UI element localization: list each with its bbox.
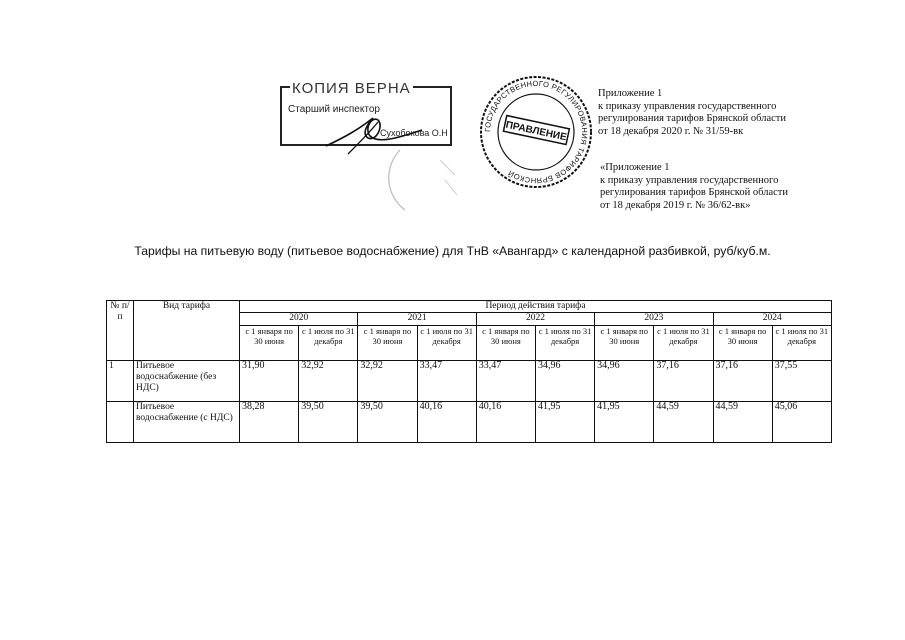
half-header: с 1 июля по 31 декабря xyxy=(535,325,594,360)
year-header: 2020 xyxy=(240,312,358,325)
seal-ring-text: ГОСУДАРСТВЕННОГО РЕГУЛИРОВАНИЯ ТАРИФОВ БРЯНСКОЙ xyxy=(482,78,590,186)
year-header: 2023 xyxy=(595,312,713,325)
tariff-value: 45,06 xyxy=(772,401,831,442)
tariff-value: 34,96 xyxy=(535,360,594,401)
tariff-value: 32,92 xyxy=(358,360,417,401)
table-row xyxy=(107,401,832,442)
year-header: 2022 xyxy=(476,312,594,325)
half-header: с 1 января по 30 июня xyxy=(358,325,417,360)
col-header-kind: Вид тарифа xyxy=(134,301,240,361)
year-header: 2021 xyxy=(358,312,476,325)
col-header-period: Период действия тарифа xyxy=(240,301,832,313)
appendix-line: Приложение 1 xyxy=(598,88,663,99)
tariff-value: 37,55 xyxy=(772,360,831,401)
stamp-name: Сухобокова О.Н xyxy=(380,128,448,138)
tariff-value: 33,47 xyxy=(417,360,476,401)
tariff-value: 44,59 xyxy=(654,401,713,442)
tariff-value: 44,59 xyxy=(713,401,772,442)
half-header: с 1 июля по 31 декабря xyxy=(417,325,476,360)
tariff-value: 41,95 xyxy=(535,401,594,442)
tariff-value: 40,16 xyxy=(476,401,535,442)
official-seal-icon xyxy=(478,74,594,190)
appendix-line: регулирования тарифов Брянской области xyxy=(598,113,786,125)
half-header: с 1 января по 30 июня xyxy=(595,325,654,360)
half-header: с 1 января по 30 июня xyxy=(713,325,772,360)
faint-seal-icon xyxy=(385,140,475,220)
half-header: с 1 июля по 31 декабря xyxy=(654,325,713,360)
half-header: с 1 января по 30 июня xyxy=(240,325,299,360)
appendix-line: от 18 декабря 2019 г. № 36/62-вк» xyxy=(600,199,751,211)
table-row xyxy=(107,360,832,401)
tariff-value: 40,16 xyxy=(417,401,476,442)
stamp-header: КОПИЯ ВЕРНА xyxy=(292,80,411,97)
row-tariff-kind: Питьевое водоснабжение (без НДС) xyxy=(134,360,240,401)
tariff-value: 39,50 xyxy=(358,401,417,442)
tariff-value: 41,95 xyxy=(595,401,654,442)
half-header: с 1 января по 30 июня xyxy=(476,325,535,360)
stamp-role: Старший инспектор xyxy=(288,104,380,115)
tariff-value: 37,16 xyxy=(654,360,713,401)
appendix-previous xyxy=(600,162,788,212)
tariff-table xyxy=(106,300,832,443)
appendix-line: к приказу управления государственного xyxy=(600,174,779,186)
tariff-value: 32,92 xyxy=(299,360,358,401)
row-number: 1 xyxy=(107,360,134,401)
appendix-current xyxy=(598,88,786,138)
tariff-value: 37,16 xyxy=(713,360,772,401)
tariff-value: 33,47 xyxy=(476,360,535,401)
appendix-line: регулирования тарифов Брянской области xyxy=(600,187,788,199)
half-header: с 1 июля по 31 декабря xyxy=(299,325,358,360)
document-title: Тарифы на питьевую воду (питьевое водоснабжение) для ТнВ «Авангард» с календарной разбивкой, руб/куб.м. xyxy=(134,244,771,258)
tariff-value: 31,90 xyxy=(240,360,299,401)
row-tariff-kind: Питьевое водоснабжение (с НДС) xyxy=(134,401,240,442)
tariff-value: 38,28 xyxy=(240,401,299,442)
seal-center-text: ПРАВЛЕНИЕ xyxy=(504,119,568,144)
year-header: 2024 xyxy=(713,312,832,325)
half-header: с 1 июля по 31 декабря xyxy=(772,325,831,360)
tariff-value: 39,50 xyxy=(299,401,358,442)
row-number xyxy=(107,401,134,442)
tariff-value: 34,96 xyxy=(595,360,654,401)
appendix-line: к приказу управления государственного xyxy=(598,100,777,112)
appendix-line: «Приложение 1 xyxy=(600,162,670,173)
appendix-line: от 18 декабря 2020 г. № 31/59-вк xyxy=(598,125,744,137)
col-header-num: № п/п xyxy=(107,301,134,361)
